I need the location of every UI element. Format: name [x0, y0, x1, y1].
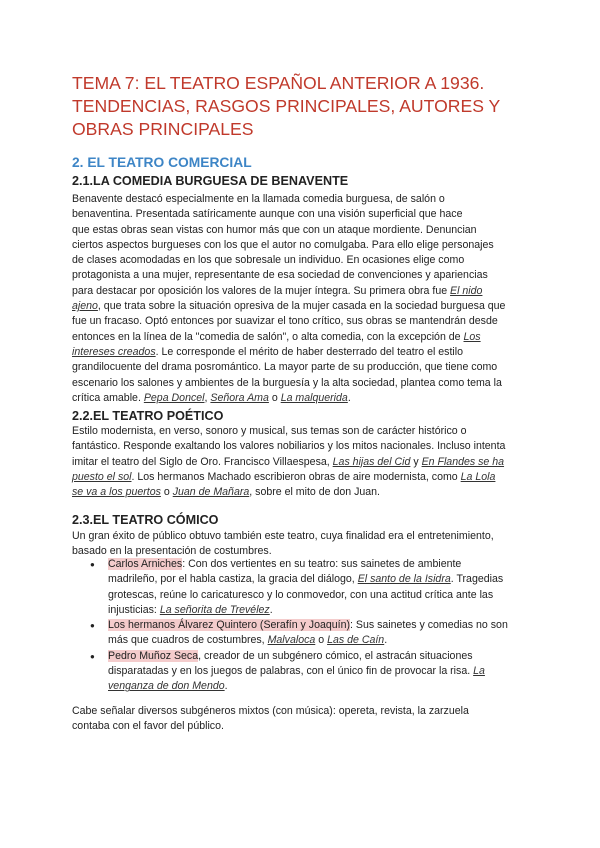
text-run: ,: [204, 391, 211, 404]
text-run: o: [268, 391, 281, 404]
paragraph-teatro-comico: [72, 529, 532, 560]
work-title[interactable]: se va a los puertos: [72, 486, 161, 499]
work-title[interactable]: venganza de don Mendo: [108, 680, 225, 693]
comic-authors-list: [90, 557, 540, 695]
list-item: [90, 557, 540, 618]
subheading-teatro-comico: 2.3.EL TEATRO CÓMICO: [72, 513, 219, 527]
text-line: [108, 618, 540, 633]
text-line: basado en la presentación de costumbres.: [72, 545, 272, 558]
subheading-comedia-burguesa: 2.1.LA COMEDIA BURGUESA DE BENAVENTE: [72, 174, 349, 188]
work-title[interactable]: intereses creados: [72, 345, 156, 358]
work-title[interactable]: La: [473, 665, 485, 678]
work-title[interactable]: La malquerida: [280, 391, 348, 404]
text-line: [108, 557, 540, 572]
text-run: . Tragedias: [450, 573, 504, 586]
text-run: .: [269, 603, 273, 616]
work-title[interactable]: En Flandes se ha: [421, 455, 505, 468]
work-title[interactable]: Malvaloca: [267, 634, 316, 647]
text-line: [108, 572, 540, 587]
text-line: [108, 679, 540, 694]
author-name: Pedro Muñoz Seca: [108, 649, 199, 662]
text-line: [72, 330, 532, 345]
text-line: [108, 603, 540, 618]
text-run: para destacar por oposición los valores de la mujer íntegra. Su primera obra fue: [72, 284, 451, 297]
text-run: o: [315, 634, 328, 647]
text-run: .: [347, 391, 351, 404]
work-title[interactable]: Juan de Mañara: [172, 486, 250, 499]
text-run: y: [410, 455, 422, 468]
section-heading-teatro-comercial: 2. EL TEATRO COMERCIAL: [72, 155, 252, 170]
text-run: o: [160, 486, 173, 499]
text-line: [72, 455, 532, 470]
text-line: [72, 470, 532, 485]
text-line: fantástico. Responde exaltando los valores nobiliarios y los mitos nacionales. Incluso intenta: [72, 440, 506, 453]
text-line: [72, 485, 532, 500]
text-line: [72, 284, 532, 299]
text-line: [72, 345, 532, 360]
text-line: [108, 649, 540, 664]
text-run: , sobre el mito de don Juan.: [249, 486, 381, 499]
text-line: Cabe señalar diversos subgéneros mixtos (con música): opereta, revista, la zarzuela: [72, 705, 469, 717]
work-title[interactable]: Los: [463, 330, 481, 343]
text-run: . Los hermanos Machado escribieron obras de aire modernista, como: [131, 470, 461, 483]
work-title[interactable]: Las de Caín: [327, 634, 385, 647]
text-line: [108, 633, 540, 648]
text-line: escenario los salones y ambientes de la burguesía y la alta sociedad, plantea como tema la: [72, 376, 502, 389]
text-run: injusticias:: [108, 603, 160, 616]
paragraph-comedia-burguesa: [72, 192, 532, 406]
text-line: de clases acomodadas en los que sobresale un individuo. En ocasiones elige como: [72, 254, 465, 267]
text-run: . Le corresponde el mérito de haber desterrado del teatro el estilo: [155, 345, 464, 358]
work-title[interactable]: La señorita de Trevélez: [159, 603, 270, 616]
list-item: [90, 618, 540, 649]
text-run: madrileño, por el habla castiza, la gracia del diálogo,: [108, 573, 358, 586]
text-line: benaventina. Presentada satíricamente aunque con una visión superficial que hace: [72, 208, 463, 221]
text-run: .: [224, 680, 228, 693]
title-line: OBRAS PRINCIPALES: [72, 119, 254, 139]
work-title[interactable]: El santo de la Isidra: [357, 573, 451, 586]
text-run: crítica amable.: [72, 391, 144, 404]
text-line: grandilocuente del drama posromántico. La mayor parte de su producción, que tiene como: [72, 361, 498, 374]
text-line: [72, 391, 532, 406]
text-run: : Sus sainetes y comedias no son: [350, 619, 508, 632]
text-run: entonces en la línea de la "comedia de salón", o alta comedia, con la excepción de: [72, 330, 464, 343]
text-line: [108, 664, 540, 679]
document-title: [72, 72, 542, 141]
title-line: TEMA 7: EL TEATRO ESPAÑOL ANTERIOR A 1936.: [72, 73, 485, 93]
text-line: que estas obras sean vistas con humor más que con un ataque mordiente. Denuncian: [72, 223, 477, 236]
work-title[interactable]: puesto el sol: [72, 470, 132, 483]
author-name: Los hermanos Álvarez Quintero (Serafín y Joaquín): [108, 619, 351, 632]
text-line: protagonista a una mujer, representante de esa sociedad de convenciones y apariencias: [72, 269, 488, 282]
text-line: [72, 299, 532, 314]
text-run: , creador de un subgénero cómico, el astracán situaciones: [198, 649, 473, 662]
text-run: .: [384, 634, 388, 647]
closing-paragraph: [72, 704, 532, 735]
author-name: Carlos Arniches: [108, 558, 183, 570]
text-run: imitar el teatro del Siglo de Oro. Francisco Villaespesa,: [72, 455, 333, 468]
text-run: más que cuadros de costumbres,: [108, 634, 268, 647]
text-line: fue un fracaso. Optó entonces por suavizar el tono crítico, sus obras se mantendrán desde: [72, 315, 498, 328]
text-line: Benavente destacó especialmente en la llamada comedia burguesa, de salón o: [72, 193, 445, 205]
subheading-teatro-poetico: 2.2.EL TEATRO POÉTICO: [72, 409, 224, 423]
work-title[interactable]: Pepa Doncel: [143, 391, 205, 404]
work-title[interactable]: El nido: [450, 284, 483, 297]
text-line: grotescas, reúne lo caricaturesco y lo conmovedor, con una actitud crítica ante las: [108, 588, 494, 601]
text-line: Estilo modernista, en verso, sonoro y musical, sus temas son de carácter histórico o: [72, 425, 467, 437]
work-title[interactable]: ajeno: [72, 300, 98, 313]
work-title[interactable]: Las hijas del Cid: [332, 455, 411, 468]
text-run: : Con dos vertientes en su teatro: sus sainetes de ambiente: [182, 558, 462, 570]
paragraph-teatro-poetico: [72, 424, 532, 500]
work-title[interactable]: La Lola: [460, 470, 496, 483]
list-item: [90, 649, 540, 695]
title-line: TENDENCIAS, RASGOS PRINCIPALES, AUTORES Y: [72, 96, 501, 116]
work-title[interactable]: Señora Ama: [210, 391, 269, 404]
text-run: , que trata sobre la situación opresiva de la mujer casada en la sociedad burguesa que: [97, 300, 506, 313]
text-run: disparatadas y en los juegos de palabras, con el único fin de provocar la risa.: [108, 665, 474, 678]
text-line: ciertos aspectos burgueses con los que el autor no comulgaba. Para ello elige personajes: [72, 238, 494, 251]
text-line: Un gran éxito de público obtuvo también este teatro, cuya finalidad era el entretenimiento,: [72, 530, 494, 542]
text-line: contaba con el favor del público.: [72, 720, 224, 733]
